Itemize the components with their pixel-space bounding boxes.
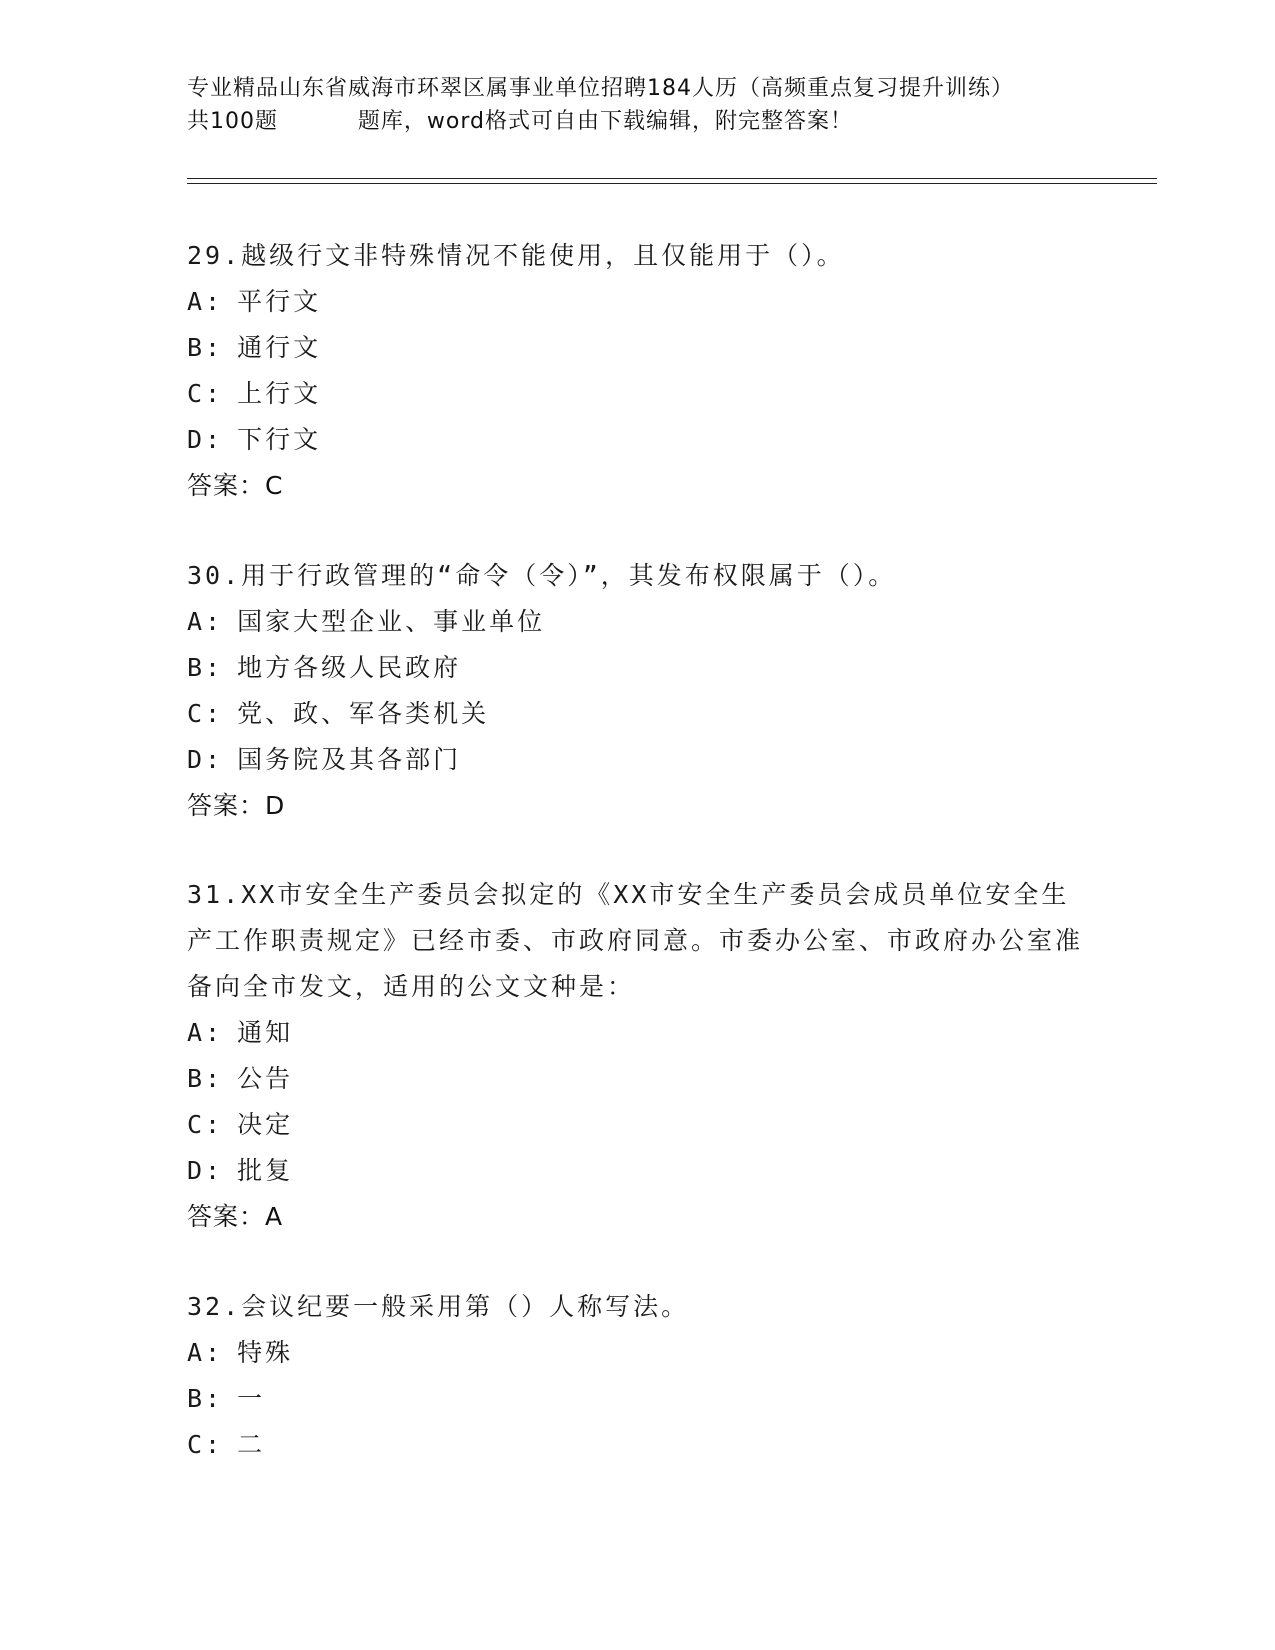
option-letter: C: [187, 1110, 224, 1139]
option-text: 国家大型企业、事业单位 [237, 607, 546, 636]
option-letter: D: [187, 425, 224, 454]
option-letter: D: [187, 745, 224, 774]
question-32 [187, 1284, 1087, 1468]
option-text: 二 [237, 1430, 266, 1459]
option-c [187, 1422, 1087, 1468]
option-text: 通行文 [237, 333, 322, 362]
question-30 [187, 553, 1087, 829]
answer-line: 答案：A [187, 1202, 284, 1231]
option-letter: C: [187, 699, 224, 728]
option-c [187, 1102, 1087, 1148]
option-letter: B: [187, 333, 224, 362]
option-text: 下行文 [237, 425, 322, 454]
option-c [187, 371, 1087, 417]
header-title-line2: 共100题 题库，word格式可自由下载编辑，附完整答案！ [187, 109, 854, 134]
option-text: 一 [237, 1384, 266, 1413]
question-stem: 29.越级行文非特殊情况不能使用，且仅能用于（）。 [187, 241, 845, 270]
option-text: 批复 [237, 1156, 294, 1185]
question-stem: 31.XX市安全生产委员会拟定的《XX市安全生产委员会成员单位安全生产工作职责规定》已经市委、市政府同意。市委办公室、市政府办公室准备向全市发文，适用的公文文种是： [187, 880, 1084, 1001]
header-title-line1: 专业精品山东省威海市环翠区属事业单位招聘184人历（高频重点复习提升训练） [187, 76, 1014, 101]
question-stem: 30.用于行政管理的“命令（令）”，其发布权限属于（）。 [187, 561, 897, 590]
option-d [187, 417, 1087, 463]
option-b [187, 325, 1087, 371]
option-text: 上行文 [237, 379, 322, 408]
option-text: 平行文 [237, 287, 322, 316]
option-a [187, 279, 1087, 325]
option-letter: B: [187, 1064, 224, 1093]
option-text: 决定 [237, 1110, 294, 1139]
option-text: 通知 [237, 1018, 294, 1047]
option-text: 地方各级人民政府 [237, 653, 462, 682]
option-b [187, 1056, 1087, 1102]
option-letter: A: [187, 1338, 224, 1367]
answer-line: 答案：C [187, 471, 284, 500]
option-a [187, 1010, 1087, 1056]
option-text: 特殊 [237, 1338, 294, 1367]
option-d [187, 737, 1087, 783]
option-letter: B: [187, 653, 224, 682]
answer-line: 答案：D [187, 791, 286, 820]
header-divider-bottom [187, 183, 1157, 184]
option-b [187, 1376, 1087, 1422]
header-divider-top [187, 178, 1157, 179]
option-letter: D: [187, 1156, 224, 1185]
question-29 [187, 233, 1087, 509]
option-a [187, 599, 1087, 645]
option-letter: A: [187, 607, 224, 636]
option-text: 国务院及其各部门 [237, 745, 462, 774]
option-d [187, 1148, 1087, 1194]
document-header [187, 72, 1087, 138]
option-letter: C: [187, 379, 224, 408]
option-letter: C: [187, 1430, 224, 1459]
option-c [187, 691, 1087, 737]
option-letter: A: [187, 287, 224, 316]
option-letter: A: [187, 1018, 224, 1047]
option-text: 党、政、军各类机关 [237, 699, 490, 728]
option-a [187, 1330, 1087, 1376]
option-text: 公告 [237, 1064, 294, 1093]
question-stem: 32.会议纪要一般采用第（）人称写法。 [187, 1292, 690, 1321]
option-letter: B: [187, 1384, 224, 1413]
question-31 [187, 872, 1087, 1240]
option-b [187, 645, 1087, 691]
